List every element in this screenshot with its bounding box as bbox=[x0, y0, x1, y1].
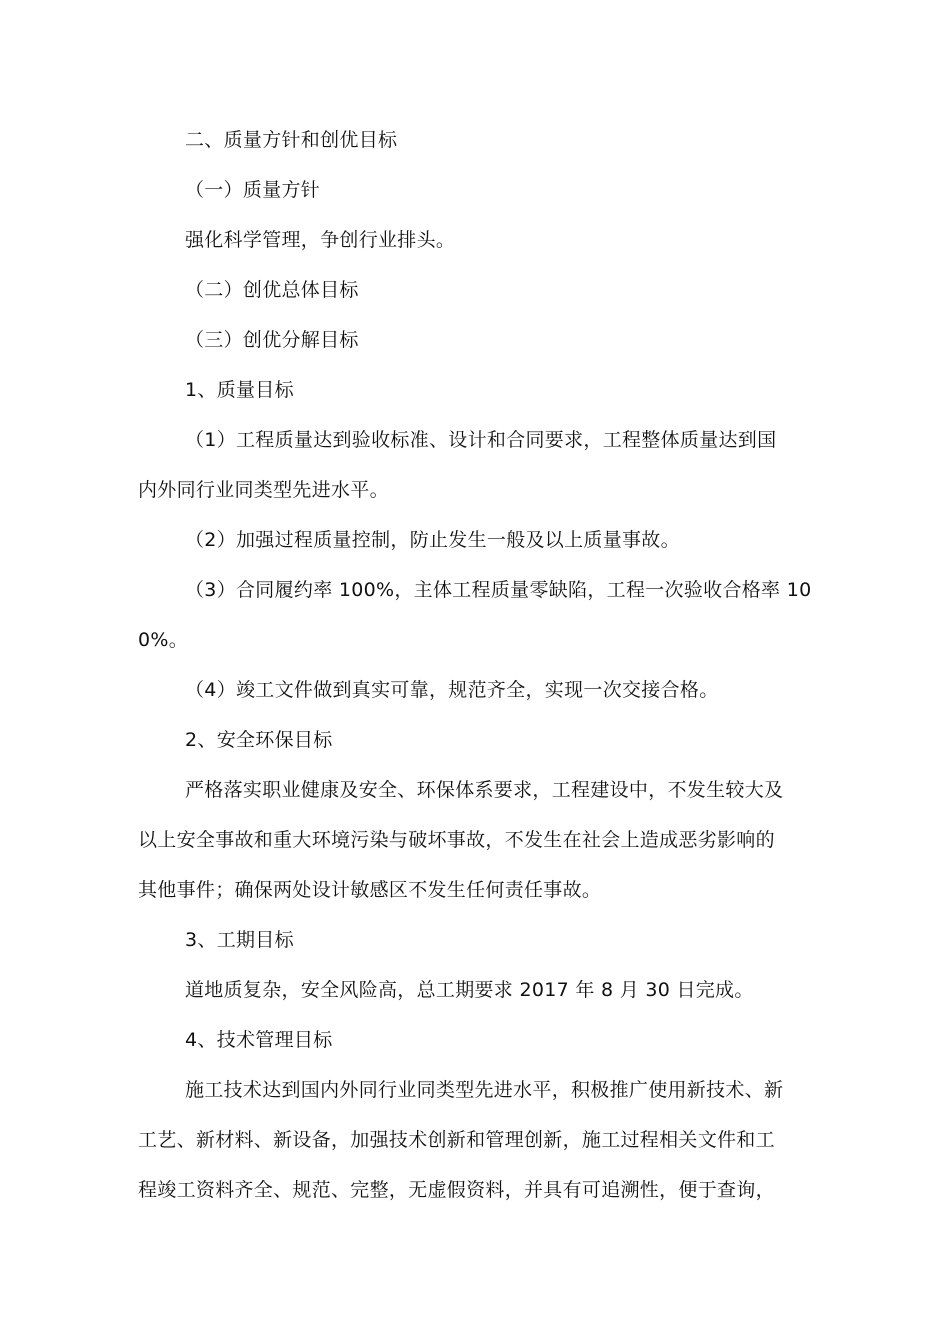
section-heading: 二、质量方针和创优目标 bbox=[185, 129, 398, 151]
safety-goal-line-1: 严格落实职业健康及安全、环保体系要求，工程建设中，不发生较大及 bbox=[185, 779, 784, 801]
item-title-tech-management-goal: 4、技术管理目标 bbox=[185, 1029, 333, 1051]
quality-goal-3-line-1: （3）合同履约率 100%，主体工程质量零缺陷，工程一次验收合格率 10 bbox=[185, 579, 812, 601]
quality-policy-text: 强化科学管理，争创行业排头。 bbox=[185, 229, 456, 251]
quality-goal-1-line-2: 内外同行业同类型先进水平。 bbox=[138, 479, 389, 501]
quality-goal-3-line-2: 0%。 bbox=[138, 629, 189, 651]
subsection-title-quality-policy: （一）质量方针 bbox=[185, 179, 321, 201]
quality-goal-1-line-1: （1）工程质量达到验收标准、设计和合同要求，工程整体质量达到国 bbox=[185, 429, 777, 451]
quality-goal-4: （4）竣工文件做到真实可靠，规范齐全，实现一次交接合格。 bbox=[185, 679, 719, 701]
subsection-title-breakdown-goals: （三）创优分解目标 bbox=[185, 329, 359, 351]
tech-goal-line-2: 工艺、新材料、新设备，加强技术创新和管理创新，施工过程相关文件和工 bbox=[138, 1129, 775, 1151]
item-title-safety-goal: 2、安全环保目标 bbox=[185, 729, 333, 751]
safety-goal-line-2: 以上安全事故和重大环境污染与破坏事故，不发生在社会上造成恶劣影响的 bbox=[138, 829, 775, 851]
item-title-schedule-goal: 3、工期目标 bbox=[185, 929, 294, 951]
item-title-quality-goal: 1、质量目标 bbox=[185, 379, 294, 401]
tech-goal-line-1: 施工技术达到国内外同行业同类型先进水平，积极推广使用新技术、新 bbox=[185, 1079, 784, 1101]
subsection-title-overall-goal: （二）创优总体目标 bbox=[185, 279, 359, 301]
quality-goal-2: （2）加强过程质量控制，防止发生一般及以上质量事故。 bbox=[185, 529, 680, 551]
schedule-goal-text: 道地质复杂，安全风险高，总工期要求 2017 年 8 月 30 日完成。 bbox=[185, 979, 754, 1001]
safety-goal-line-3: 其他事件；确保两处设计敏感区不发生任何责任事故。 bbox=[138, 879, 602, 901]
tech-goal-line-3: 程竣工资料齐全、规范、完整，无虚假资料，并具有可追溯性，便于查询， bbox=[138, 1179, 775, 1201]
